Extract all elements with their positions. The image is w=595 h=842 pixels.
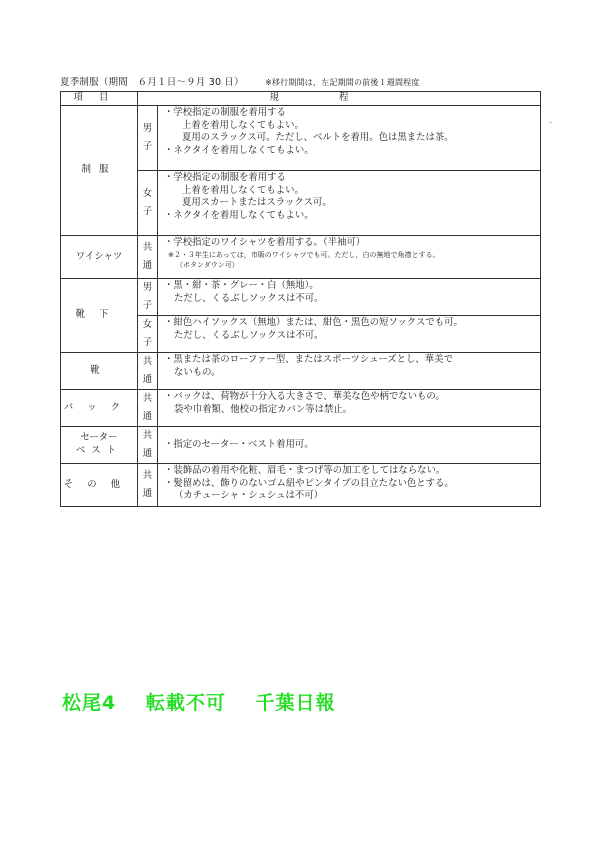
category-shirt: ワイシャツ: [61, 236, 138, 279]
table-header-row: [61, 92, 541, 106]
scan-mark: -: [549, 118, 552, 127]
sub-label-male: 男 子: [138, 106, 158, 171]
table-row: [61, 427, 541, 464]
heading-note: ※移行期間は，左記期間の前後１週間程度: [265, 78, 420, 87]
category-uniform: 制服: [61, 106, 138, 236]
table-row: [61, 106, 541, 171]
heading-title: 夏季制服（期間 ６月１日～９月 30 日）: [60, 77, 244, 88]
table-row: [61, 279, 541, 316]
category-socks: 靴下: [61, 279, 138, 353]
sub-label-female: 女 子: [138, 316, 158, 353]
table-row: [61, 236, 541, 279]
rule-socks-female: ・紺色ハイソックス（無地）または、紺色・黒色の短ソックスでも可。 ただし、くるぶしソックスは不可。: [158, 316, 541, 353]
sub-label-common: 共 通: [138, 427, 158, 464]
category-sweater: セーター ベスト: [61, 427, 138, 464]
rule-shirt: ・学校指定のワイシャツを着用する。（半袖可） ※２・３年生にあっては，市販のワイシャツでも可。ただし，白の無地で角襟とする。 （ボタンダウン可）: [158, 236, 541, 279]
rule-shoes: ・黒または茶のローファー型、またはスポーツシューズとし、華美で ないもの。: [158, 353, 541, 390]
category-bag: バック: [61, 390, 138, 427]
sub-label-female: 女 子: [138, 171, 158, 236]
sub-label-common: 共 通: [138, 236, 158, 279]
sub-label-common: 共 通: [138, 390, 158, 427]
rule-other: ・装飾品の着用や化粧、眉毛・まつげ等の加工をしてはならない。 ・髪留めは、飾りのないゴム紐やピンタイプの目立たない色とする。 （カチューシャ・シュシュは不可）: [158, 464, 541, 507]
stamp-no-reprint: 転載不可: [145, 692, 226, 714]
table-row: [61, 390, 541, 427]
rule-socks-male: ・黒・紺・茶・グレー・白（無地）。 ただし、くるぶしソックスは不可。: [158, 279, 541, 316]
category-shoes: 靴: [61, 353, 138, 390]
header-rule: 規程: [138, 92, 541, 106]
copyright-stamp: [62, 688, 358, 715]
table-row: [61, 353, 541, 390]
section-heading: [60, 74, 540, 88]
table-row: [61, 464, 541, 507]
category-other: その他: [61, 464, 138, 507]
sub-label-male: 男 子: [138, 279, 158, 316]
uniform-rules-table: [60, 91, 541, 507]
stamp-source: 松尾4: [62, 692, 117, 714]
sub-label-common: 共 通: [138, 353, 158, 390]
rule-uniform-male: ・学校指定の制服を着用する 上着を着用しなくてもよい。 夏用のスラックス可。ただし、ベルトを着用。色は黒または茶。 ・ネクタイを着用しなくてもよい。: [158, 106, 541, 171]
header-item: 項目: [61, 92, 138, 106]
rule-bag: ・バックは、荷物が十分入る大きさで、華美な色や柄でないもの。 袋や巾着類、他校の指定カバン等は禁止。: [158, 390, 541, 427]
sub-label-common: 共 通: [138, 464, 158, 507]
rule-sweater: ・指定のセーター・ベスト着用可。: [158, 427, 541, 464]
rule-uniform-female: ・学校指定の制服を着用する 上着を着用しなくてもよい。 夏用スカートまたはスラックス可。 ・ネクタイを着用しなくてもよい。: [158, 171, 541, 236]
stamp-publisher: 千葉日報: [255, 692, 336, 714]
